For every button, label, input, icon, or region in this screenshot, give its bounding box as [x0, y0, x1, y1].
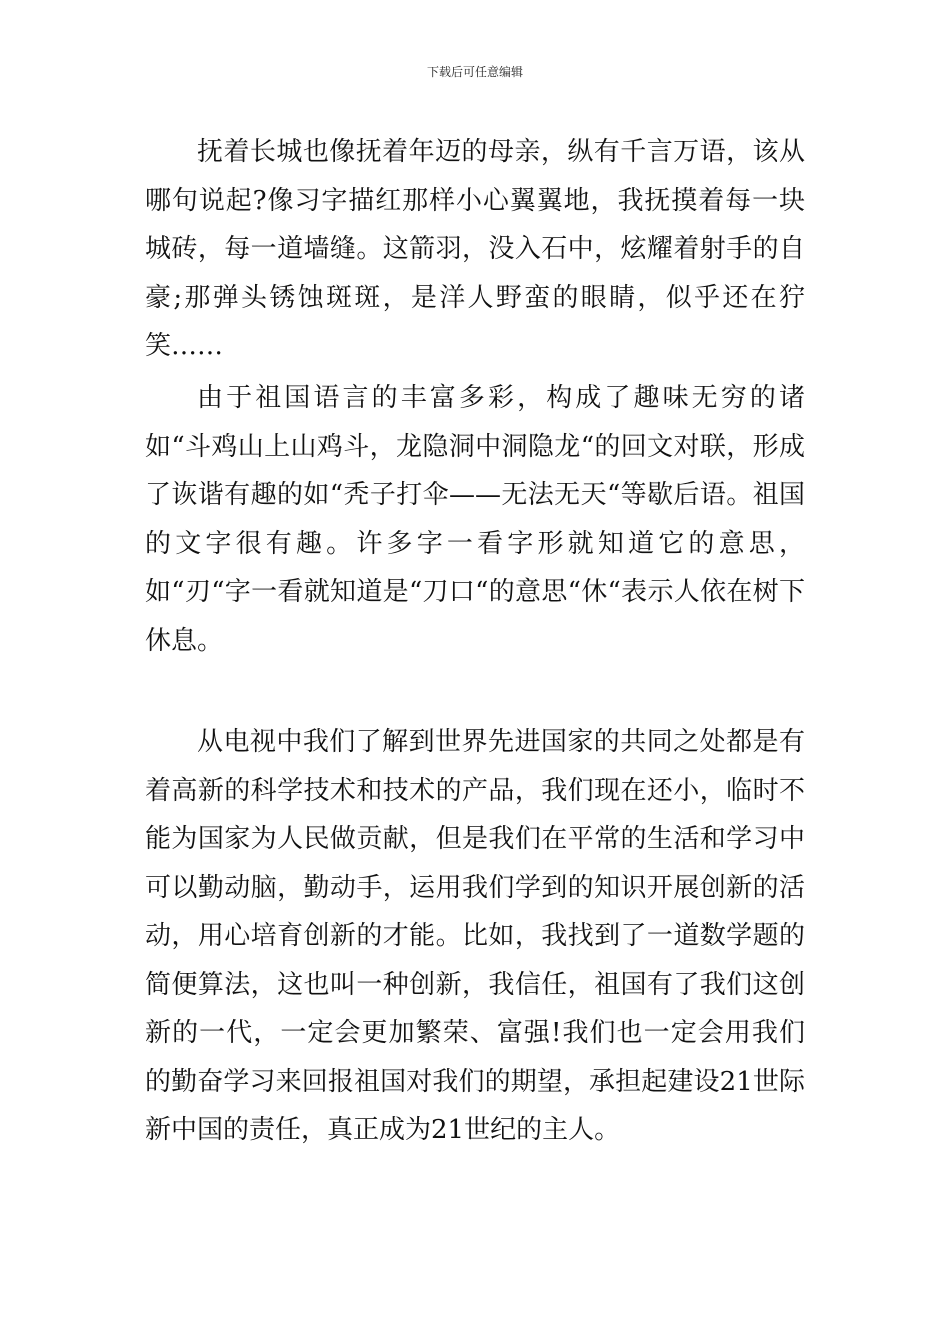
paragraph-language: 由于祖国语言的丰富多彩，构成了趣味无穷的诸如“斗鸡山上山鸡斗，龙隐洞中洞隐龙“的回文对联，形成了诙谐有趣的如“秃子打伞——无法无天“等歇后语。祖国的文字很有趣。许多字一看字形就知道它的意思，如“刃“字一看就知道是“刀口“的意思“休“表示人依在树下休息。 — [145, 383, 805, 656]
paragraph-great-wall: 抚着长城也像抚着年迈的母亲，纵有千言万语，该从哪句说起?像习字描红那样小心翼翼地，我抚摸着每一块城砖，每一道墙缝。这箭羽，没入石中，炫耀着射手的自豪;那弹头锈蚀斑斑，是洋人野蛮的眼睛，似乎还在狞笑…… — [145, 137, 805, 361]
page-header: 下载后可任意编辑 — [426, 65, 523, 79]
paragraph-innovation: 从电视中我们了解到世界先进国家的共同之处都是有着高新的科学技术和技术的产品，我们现在还小，临时不能为国家为人民做贡献，但是我们在平常的生活和学习中可以勤动脑，勤动手，运用我们学到的知识开展创新的活动，用心培育创新的才能。比如，我找到了一道数学题的简便算法，这也叫一种创新，我信任，祖国有了我们这创新的一代，一定会更加繁荣、富强!我们也一定会用我们的勤奋学习来回报祖国对我们的期望，承担起建设21世际新中国的责任，真正成为21世纪的主人。 — [145, 727, 805, 1145]
